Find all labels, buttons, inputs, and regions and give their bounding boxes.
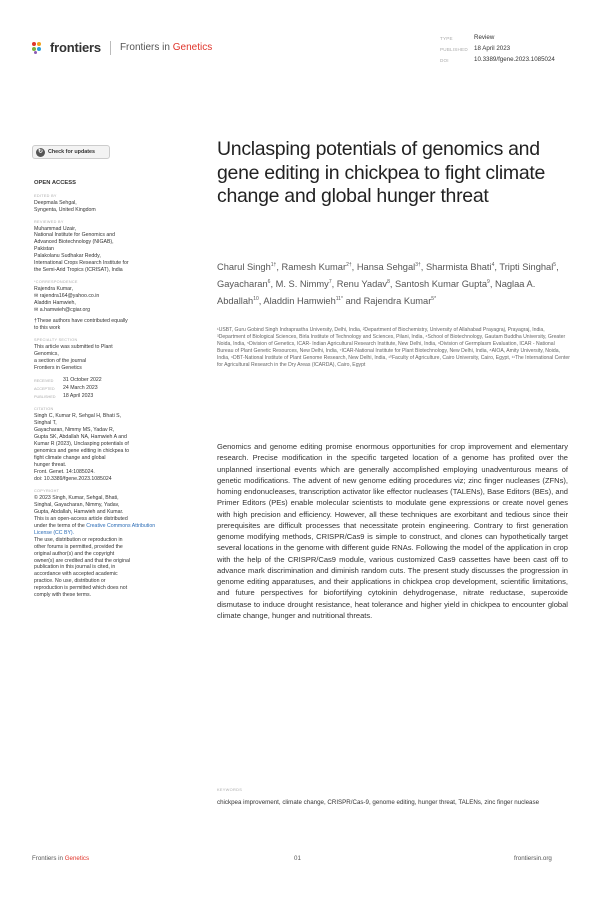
sidebar-line: This article was submitted to Plant <box>34 344 113 351</box>
author-name[interactable]: Gayacharan <box>217 279 268 290</box>
author-affiliation-marker: 1† <box>270 262 277 268</box>
journal-name: Frontiers in Genetics <box>119 42 213 53</box>
sidebar-line: publication in this journal is cited, in <box>34 564 116 571</box>
author-name[interactable]: Aladdin Hamwieh <box>263 296 336 307</box>
equal-contribution-note <box>34 318 174 332</box>
received-date: 31 October 2022 <box>63 376 102 383</box>
sidebar-line: Pakistan <box>34 246 54 253</box>
sidebar-line: Kumar R (2023), Unclasping potentials of <box>34 441 129 447</box>
sidebar-line: †These authors have contributed equally <box>34 318 128 325</box>
sidebar-line: Front. Genet. 14:1085024. <box>34 468 95 475</box>
author-affiliation-marker: 2† <box>346 262 352 268</box>
sidebar-line: Advanced Biotechnology (NIGAB), <box>34 239 114 246</box>
sidebar-line: Singh C, Kumar R, Sehgal H, Bhati S, <box>34 413 122 420</box>
author-affiliation-marker: 3† <box>415 262 421 268</box>
sidebar-line: fight climate change and global <box>34 454 106 461</box>
author-affiliation-marker: 11* <box>335 296 343 303</box>
sidebar-line: Syngenta, United Kingdom <box>34 206 96 213</box>
sidebar-line: genomics and gene editing in chickpea to <box>34 447 130 454</box>
frontiers-logo[interactable] <box>32 40 212 55</box>
sidebar-line: Muhammad Uzair, <box>34 225 77 232</box>
author-affiliation-marker: 10 <box>253 296 259 303</box>
specialty-section <box>34 344 174 372</box>
author-affiliation-marker: 8 <box>387 279 390 286</box>
author-affiliation-marker: 5* <box>431 296 437 303</box>
logo-divider <box>110 41 111 55</box>
sidebar-line: Gupta, Abdallah, Hamwieh and Kumar. <box>34 509 124 516</box>
author-name[interactable]: Hansa Sehgal <box>356 262 416 273</box>
citation <box>34 413 174 482</box>
reviewed-by <box>34 226 174 274</box>
sidebar-line: © 2023 Singh, Kumar, Sehgal, Bhati, <box>34 495 119 502</box>
article-title: Unclasping potentials of genomics and gene editing in chickpea to fight climate change and global hunger threat <box>217 138 546 207</box>
author-name[interactable]: Tripti Singhal <box>499 262 554 273</box>
sidebar-line: Rajendra Kumar, <box>34 285 73 292</box>
copyright <box>34 495 174 599</box>
sidebar-line: comply with these terms. <box>34 592 92 599</box>
sidebar-line: doi: 10.3389/fgene.2023.1085024 <box>34 475 112 482</box>
sidebar-line: other forums is permitted, provided the <box>34 543 123 550</box>
accepted-date: 24 March 2023 <box>63 384 98 391</box>
author-name[interactable]: Rajendra Kumar <box>363 296 432 307</box>
footer-journal: Frontiers in Genetics <box>32 855 90 862</box>
affiliations: ¹USBT, Guru Gobind Singh Indraprastha University, Delhi, India, ²Department of Biochemistry, University of Allahabad Prayagraj, Prayagraj, India, ³Department of Biological Sciences, Birla Institute of Technology and Sciences, Pilani, India, ⁴School of Biotechnology, Gautam Buddha University, Greater Noida, India, ⁵Division of Genetics, ICAR- Indian Agricultural Research Institute, New Delhi, India, ⁶Division of Germplasm Evaluation, ICAR - National Bureau of Plant Genetic Resources, New Delhi, India, ⁷ICAR-National Institute for Plant Biotechnology, New Delhi, India, ⁸AIOA, Amity University, Noida, India, ⁹DBT-National Institute of Plant Genome Research, New Delhi, India, ¹⁰Faculty of Agriculture, Cairo University, Cairo, Egypt, ¹¹The International Center for Agricultural Research in the Dry Areas (ICARDA), Cairo, Egypt <box>217 327 570 368</box>
sidebar-line: under the terms of the Creative Commons Attribution License (CC BY). <box>34 522 156 536</box>
sidebar-line: accordance with accepted academic <box>34 571 118 578</box>
sidebar-line: National Institute for Genomics and <box>34 232 116 239</box>
author-affiliation-marker: 6 <box>267 279 271 286</box>
sidebar-line: to this work <box>34 325 61 332</box>
frontiers-logo-icon <box>32 42 44 54</box>
open-access-label: OPEN ACCESS <box>34 180 76 186</box>
sidebar-line: Gayacharan, Nimmy MS, Yadav R, <box>34 427 115 434</box>
sidebar-line: Singhal T, <box>34 420 57 427</box>
sidebar-line: Genomics, <box>34 351 59 358</box>
sidebar-line: Aladdin Hamwieh, <box>34 299 76 306</box>
sidebar-line: International Crops Research Institute for <box>34 260 129 267</box>
author-name[interactable]: Santosh Kumar Gupta <box>395 279 488 290</box>
author-name[interactable]: Ramesh Kumar <box>281 262 347 273</box>
page-number: 01 <box>294 855 301 862</box>
sidebar-line: Deepmala Sehgal, <box>34 199 77 206</box>
sidebar-line: This is an open-access article distributed <box>34 516 128 523</box>
keywords: chickpea improvement, climate change, CRISPR/Cas-9, genome editing, hunger threat, TALENs, zinc finger nuclease <box>217 799 540 806</box>
sidebar-line: owner(s) are credited and that the original <box>34 557 131 564</box>
cc-by-license-link[interactable]: Creative Commons Attribution License (CC BY). <box>34 522 156 536</box>
sidebar-line: original author(s) and the copyright <box>34 550 115 557</box>
published-date: 18 April 2023 <box>474 45 511 52</box>
doi-link[interactable]: 10.3389/fgene.2023.1085024 <box>474 56 555 63</box>
refresh-icon: ↻ <box>37 148 44 155</box>
article-sidebar: OPEN ACCESS EDITED BY Deepmala Sehgal, Syngenta, United Kingdom REVIEWED BY Muhammad Uzair, National Institute for Genomics and Advanced Biotechnology (NIGAB), Pakistan Palakolanu Sudhakar Reddy, International Crops Research Institute for the Semi-Arid Tropics (ICRISAT), India *CORRESPONDENCE Rajendra Kumar, ✉ rajendra164@yahoo.co.in Aladdin Hamwieh, ✉ a.hamwieh@cgiar.org †These authors have contributed equally to this work SPECIALTY SECTION This article was submitted to Plant Genomics, a section of the journal Frontiers in Genetics RECEIVED 31 October 2022 ACCEPTED 24 March 2023 PUBLISHED 18 April 2023 CITATION Singh C, Kumar R, Sehgal H, Bhati S, Singhal T, Gayacharan, Nimmy MS, Yadav R, Gupta SK, Abdallah NA, Hamwieh A and Kumar R (2023), Unclasping potentials of genomics and gene editing in chickpea to fight climate change and global hunger threat. Front. Genet. 14:1085024. doi: 10.3389/fgene.2023.1085024 COPYRIGHT © 2023 Singh, Kumar, Sehgal, Bhati, Singhal, Gayacharan, Nimmy, Yadav, Gupta, Abdallah, Hamwieh and Kumar. This is an open-access article distributed under the terms of the Creative Commons Attribution License (CC BY). The use, distribution or reproduction in other forums is permitted, provided the original author(s) and the copyright owner(s) are credited and that the original publication in this journal is cited, in accordance with accepted academic practice. No use, distribution or reproduction is permitted which does not comply with these terms. <box>34 180 174 599</box>
author-name[interactable]: Naglaa A. Abdallah <box>217 279 536 307</box>
author-affiliation-marker: 9 <box>487 279 490 286</box>
sidebar-line: Palakolanu Sudhakar Reddy, <box>34 253 101 260</box>
footer-website-link[interactable]: frontiersin.org <box>514 855 552 862</box>
sidebar-line: practice. No use, distribution or <box>34 578 106 585</box>
author-name[interactable]: Charul Singh <box>217 262 271 273</box>
brand-name: frontiers <box>50 40 101 55</box>
sidebar-line: ✉ rajendra164@yahoo.co.in <box>34 292 100 299</box>
article-type: Review <box>474 34 495 41</box>
edited-by <box>34 200 174 214</box>
sidebar-line: ✉ a.hamwieh@cgiar.org <box>34 306 91 313</box>
sidebar-published-date: 18 April 2023 <box>63 392 94 399</box>
author-affiliation-marker: 5 <box>553 262 557 268</box>
sidebar-line: Singhal, Gayacharan, Nimmy, Yadav, <box>34 502 120 509</box>
author-name[interactable]: Renu Yadav <box>336 279 388 290</box>
sidebar-line: a section of the journal <box>34 357 87 364</box>
check-updates-button[interactable]: ↻ Check for updates <box>32 145 110 159</box>
sidebar-line: Gupta SK, Abdallah NA, Hamwieh A and <box>34 434 127 441</box>
author-name[interactable]: M. S. Nimmy <box>275 279 329 290</box>
sidebar-line: Frontiers in Genetics <box>34 364 82 371</box>
author-name[interactable]: Sharmista Bhati <box>425 262 492 273</box>
correspondence <box>34 286 174 314</box>
dates-block: RECEIVED 31 October 2022 ACCEPTED 24 March 2023 PUBLISHED 18 April 2023 <box>34 376 102 399</box>
author-affiliation-marker: 4 <box>491 262 495 268</box>
sidebar-line: the Semi-Arid Tropics (ICRISAT), India <box>34 266 123 273</box>
author-affiliation-marker: 7 <box>328 279 332 286</box>
abstract: Genomics and genome editing promise enormous opportunities for crop improvement and elementary research. Precise modification in the specific targeted location of a genome has profited over the unplanned insertional events which are generally accomplished employing unadventurous means of genetic modifications. The advent of new genome editing procedures viz; zinc finger nucleases (ZFNs), homing endonucleases, transcription activator like effector nucleases (TALENs), Base Editors (BEs), and Primer Editors (PEs) enable molecular scientists to modulate gene expressions or create novel genes with high precision and efficiency. However, all these techniques are exorbitant and tedious since their prerequisites are difficult processes that necessitate protein engineering. Contrary to first generation genome modifying methods, CRISPR/Cas9 is simple to construct, and clones can hypothetically target several locations in the genome with different guide RNAs. Following the model of the application in crop with the help of the CRISPR/Cas9 module, various customized Cas9 cassettes have been cast off to advance mark discrimination and diminish random cuts. The present study discusses the progression in genome editing apparatuses, and their applications in chickpea crop development, scientific limitations, and future perspectives for biofortifying cytokinin dehydrogenase, nitrate reductase, superoxide dismutase to induce drought resistance, heat tolerance and higher yield in chickpea to encounter global climate change, hunger and nutritional threats. <box>217 442 568 620</box>
article-meta: TYPE Review PUBLISHED 18 April 2023 DOI 10.3389/fgene.2023.1085024 <box>440 33 555 66</box>
author-list: Charul Singh$^{1\dagger}$, Ramesh Kumar$^{2\dagger}$, Hansa Sehgal$^{3\dagger}$, Sharmista Bhati$^4$, Tripti Singhal$^5$, Gayacharan$^6$, M. S. Nimmy$^7$, Renu Yadav$^8$, Santosh Kumar Gupta$^9$, Naglaa A. Abdallah$^{10}$, Aladdin Hamwieh$^{11*}$ and Rajendra Kumar$^{5*}$ <box>217 262 559 307</box>
sidebar-line: reproduction is permitted which does not <box>34 585 128 592</box>
keywords-label: KEYWORDS <box>217 787 243 792</box>
sidebar-line: hunger threat. <box>34 461 67 468</box>
sidebar-line: The use, distribution or reproduction in <box>34 536 123 543</box>
